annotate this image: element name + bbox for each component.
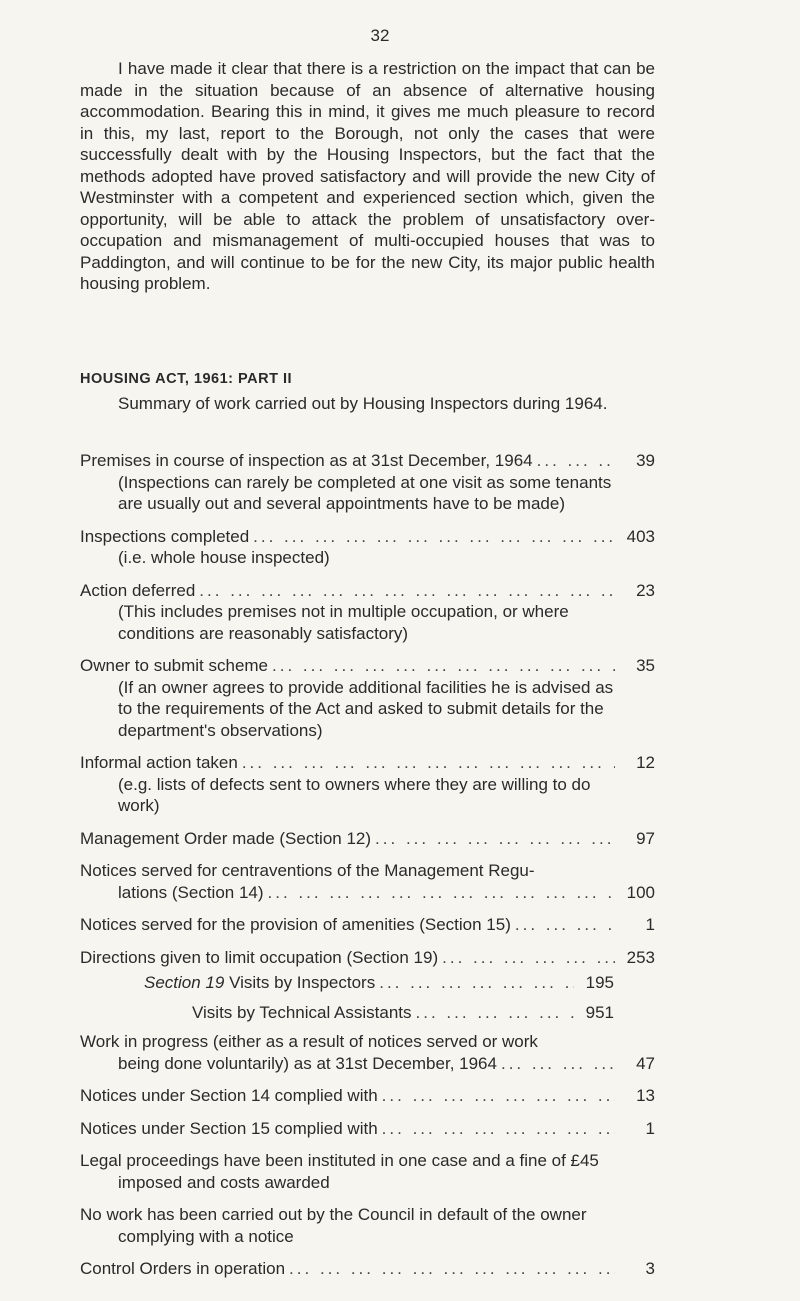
technical-visits-value: 951	[585, 1002, 614, 1022]
list-item	[80, 828, 655, 850]
inspectors-visits-value: 195	[585, 973, 614, 992]
list-item	[80, 526, 655, 569]
entry-note: (This includes premises not in multiple occupation, or where conditions are reasonably satisfactory)	[118, 602, 569, 643]
section19-breakdown	[80, 972, 655, 1023]
section-heading: HOUSING ACT, 1961: PART II	[80, 371, 293, 387]
entry-value: 3	[645, 1259, 655, 1278]
list-item	[80, 1258, 655, 1280]
entry-value: 13	[636, 1086, 655, 1105]
entry-value: 35	[636, 656, 655, 675]
entry-label: Action deferred	[80, 580, 196, 600]
entry-text: Legal proceedings have been instituted in one case and a fine of £45 imposed and costs awarded	[80, 1151, 599, 1192]
entry-label: Notices under Section 14 complied with	[80, 1086, 378, 1105]
entry-label: Inspections completed	[80, 526, 250, 546]
inspectors-visits-label: Visits by Inspectors	[229, 973, 376, 992]
entry-label-line2: being done voluntarily) as at 31st December, 1964	[118, 1053, 497, 1073]
list-item	[80, 1118, 655, 1140]
entry-label: Directions given to limit occupation (Section 19)	[80, 947, 439, 967]
entry-label: Informal action taken	[80, 753, 238, 772]
entry-label: Notices served for the provision of amenities (Section 15)	[80, 915, 511, 934]
entry-label: Owner to submit scheme	[80, 656, 269, 675]
section19-italic: Section 19	[144, 973, 225, 992]
technical-visits-label: Visits by Technical Assistants	[192, 1002, 412, 1022]
entry-label: Premises in course of inspection as at 31st December, 1964	[80, 451, 533, 470]
list-item	[80, 655, 655, 741]
entry-label: Notices under Section 15 complied with	[80, 1118, 378, 1138]
entry-note: (e.g. lists of defects sent to owners where they are willing to do work)	[118, 774, 591, 815]
list-item	[80, 860, 655, 903]
list-item	[80, 1204, 655, 1247]
intro-paragraph: I have made it clear that there is a restriction on the impact that can be made in the situation because of an absence of alternative housing accommodation. Bearing this in mind, it gives me much pleasure to record in this, my last, report to the Borough, not only the cases that were successfully dealt with by the Housing Inspectors, but the fact that the methods adopted have proved satisfactory and will provide the new City of Westminster with a competent and experienced section which, given the opportunity, will be able to attack the problem of unsatisfactory over-occupation and mismanagement of multi-occupied houses that was to Paddington, and will continue to be for the new City, its major public health housing problem.	[80, 59, 655, 293]
entry-text: No work has been carried out by the Council in default of the owner complying with a notice	[80, 1205, 587, 1246]
list-item	[80, 1031, 655, 1074]
entry-value: 39	[636, 451, 655, 470]
entry-label: Control Orders in operation	[80, 1259, 286, 1278]
entry-value: 100	[626, 882, 655, 902]
list-item	[80, 1085, 655, 1107]
list-item	[80, 580, 655, 645]
entry-value: 1	[645, 1118, 655, 1138]
entry-value: 12	[636, 753, 655, 772]
entry-label-line2: lations (Section 14)	[118, 882, 264, 902]
entry-note: (Inspections can rarely be completed at one visit as some tenants are usually out and several appointments have to be made)	[118, 472, 612, 513]
entry-value: 47	[636, 1053, 655, 1073]
list-item	[80, 947, 655, 969]
entry-note: (If an owner agrees to provide additional facilities he is advised as to the requirements of the Act and asked to submit details for the department's observations)	[118, 677, 614, 740]
entry-value: 253	[626, 947, 655, 967]
entry-value: 1	[645, 915, 655, 934]
entry-note: (i.e. whole house inspected)	[118, 548, 330, 567]
work-summary-list	[80, 450, 655, 1291]
page-number: 32	[370, 26, 390, 45]
entry-value: 403	[626, 526, 655, 546]
list-item	[80, 752, 655, 817]
entry-value: 97	[636, 828, 655, 848]
summary-text: Summary of work carried out by Housing Inspectors during 1964.	[118, 394, 608, 413]
list-item	[80, 914, 655, 936]
entry-label: Management Order made (Section 12)	[80, 828, 372, 848]
entry-label-line1: Notices served for centraventions of the Management Regu-	[80, 861, 535, 880]
entry-value: 23	[636, 580, 655, 600]
list-item	[80, 1150, 655, 1193]
entry-label-line1: Work in progress (either as a result of notices served or work	[80, 1032, 538, 1051]
list-item	[80, 450, 655, 515]
